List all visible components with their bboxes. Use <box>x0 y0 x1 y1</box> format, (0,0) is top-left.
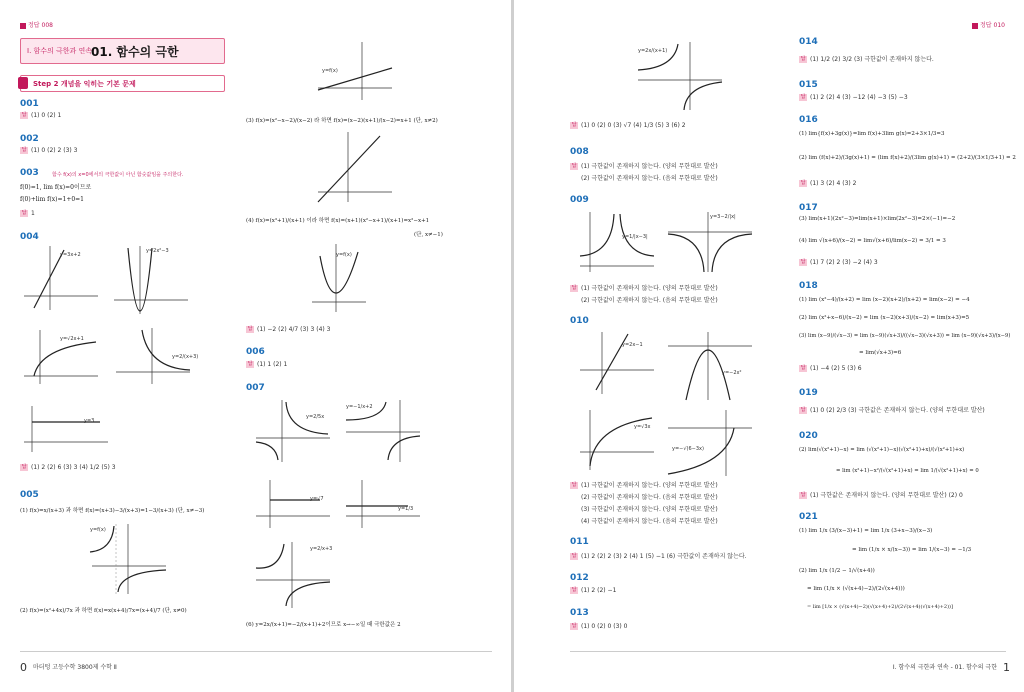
problem-number: 021 <box>799 512 818 522</box>
solution-line: (2) lim (x²+x−6)/(x−2) = lim (x−2)(x+3)/(x−2) = lim(x+3)=5 <box>799 315 970 321</box>
answer-badge-icon: 답 <box>800 492 806 498</box>
graph-col2-3 <box>314 130 394 204</box>
graph-label: y=√3x <box>634 424 651 430</box>
answer-line: 답 (1) −4 (2) 5 (3) 6 <box>800 365 862 372</box>
graph-label: y=2x−1 <box>622 342 643 348</box>
answer-line: 답 (1) 0 (2) 2/3 (3) 극한값은 존재하지 않는다. (양의 무한대로 발산) <box>800 407 985 414</box>
solution-line: (2) lim (f(x)+2)/(3g(x)+1) = (lim f(x)+2)/(3lim g(x)+1) = (2+2)/(3×1/3+1) = 2 <box>799 155 1016 161</box>
answer-badge-icon: 답 <box>571 482 577 488</box>
answer-line: 답 (1) 0 (2) 2 (3) 3 <box>21 147 78 154</box>
answer-badge-icon: 답 <box>247 361 253 367</box>
problem-number: 020 <box>799 431 818 441</box>
answer-line: 답 (1) −2 (2) 4/7 (3) 3 (4) 3 <box>247 326 331 333</box>
graph-010-1 <box>576 330 656 396</box>
solution-line: (1) lim (x²−4)/(x+2) = lim (x−2)(x+2)/(x+2) = lim(x−2) = −4 <box>799 297 970 303</box>
graph-010-3 <box>576 408 656 472</box>
answer-badge-icon: 답 <box>800 365 806 371</box>
graph-label: y=f(x) <box>90 527 106 533</box>
answer-line: (2) 극한값이 존재하지 않는다. (음의 무한대로 발산) <box>581 175 718 182</box>
problem-number: 012 <box>570 573 589 583</box>
solution-line: (단, x≠−1) <box>414 232 443 238</box>
problem-number: 007 <box>246 383 265 393</box>
solution-line: = lim [1/x × (√(x+4)−2)(√(x+4)+2)/(2√(x+4)(√(x+4)+2))] <box>807 604 953 610</box>
answer-line: 답 (1) 극한값이 존재하지 않는다. (양의 무한대로 발산) <box>571 163 718 170</box>
graph-label: y=√7 <box>310 496 324 502</box>
problem-number: 011 <box>570 537 589 547</box>
solution-line: = lim (1/x × x/(x−3)) = lim 1/(x−3) = −1/3 <box>852 547 972 553</box>
graph-005-1 <box>88 522 168 596</box>
graph-label: y=f(x) <box>322 68 338 74</box>
answer-badge-icon: 답 <box>800 407 806 413</box>
graph-label: y=2x/(x+1) <box>638 48 668 54</box>
solution-line: (2) lim 1/x (1/2 − 1/√(x+4)) <box>799 568 875 574</box>
answer-line: 답 (1) 2 (2) 2 (3) 2 (4) 1 (5) −1 (6) 극한값이 존재하지 않는다. <box>571 553 747 560</box>
answer-line: 답 (1) 1/2 (2) 3/2 (3) 극한값이 존재하지 않는다. <box>800 56 934 63</box>
chapter-subtitle: Ⅰ. 함수의 극한과 연속 <box>27 47 93 55</box>
page-footer: Ⅰ. 함수의 극한과 연속 - 01. 함수의 극한 1 <box>892 661 1010 674</box>
graph-007-3 <box>252 478 332 530</box>
step-label: Step 2 개념을 익히는 기본 문제 <box>33 80 136 88</box>
page-tag: 정답 008 <box>20 20 53 29</box>
problem-number: 006 <box>246 347 265 357</box>
graph-label: y=3 <box>84 418 95 424</box>
solution-line: (2) f(x)=(x²+4x)/7x 과 하면 f(x)=x(x+4)/7x=(x+4)/7 (단, x≠0) <box>20 608 187 614</box>
solution-line: (1) lim 1/x (3/(x−3)+1) = lim 1/x (3+x−3)/(x−3) <box>799 528 933 534</box>
answer-line: (3) 극한값이 존재하지 않는다. (양의 무한대로 발산) <box>581 506 718 513</box>
problem-number: 004 <box>20 232 39 242</box>
problem-number: 003 <box>20 168 39 178</box>
solution-line: (3) lim(x+1)(2x²−3)=lim(x+1)×lim(2x²−3)=2×(−1)=−2 <box>799 216 956 222</box>
page-tag: 정답 010 <box>972 20 1005 29</box>
graph-label: y=f(x) <box>336 252 352 258</box>
solution-line: (6) y=2x/(x+1)=−2/(x+1)+2이므로 x→−∞일 때 극한값은 2 <box>246 622 401 628</box>
solution-line: (1) lim{f(x)+3g(x)}=lim f(x)+3lim g(x)=2+3×1/3=3 <box>799 131 945 137</box>
graph-004-5 <box>20 404 110 454</box>
answer-badge-icon: 답 <box>800 56 806 62</box>
answer-line: 답 1 <box>21 210 35 217</box>
answer-line: (4) 극한값이 존재하지 않는다. (음의 무한대로 발산) <box>581 518 718 525</box>
solution-line: (4) lim √(x+6)/(x−2) = lim√(x+6)/lim(x−2) = 3/1 = 3 <box>799 238 946 244</box>
answer-badge-icon: 답 <box>571 163 577 169</box>
solution-line: = lim(√x+3)=6 <box>859 350 902 356</box>
solution-line: (2) lim(√(x²+1)−x) = lim (√(x²+1)−x)(√(x²+1)+x)/(√(x²+1)+x) <box>799 447 965 453</box>
answer-line: 답 (1) 극한값은 존재하지 않는다. (양의 무한대로 발산) (2) 0 <box>800 492 963 499</box>
solution-line: (1) f(x)=x/(x+3) 과 하면 f(x)=(x+3)−3/(x+3)=1−3/(x+3) (단, x≠−3) <box>20 508 205 514</box>
problem-number: 005 <box>20 490 39 500</box>
graph-010-4 <box>664 408 754 478</box>
solution-line: (3) lim (x−9)/(√x−3) = lim (x−9)(√x+3)/((√x−3)(√x+3)) = lim (x−9)(√x+3)/(x−9) <box>799 333 1011 339</box>
answer-line: 답 (1) 1 (2) 1 <box>247 361 288 368</box>
problem-number: 009 <box>570 195 589 205</box>
answer-line: 답 (1) 2 (2) 4 (3) −12 (4) −3 (5) −3 <box>800 94 908 101</box>
answer-badge-icon: 답 <box>21 210 27 216</box>
solution-line: f(0)=1, lim f(x)=0이므로 <box>20 184 92 191</box>
solution-line: f(0)+lim f(x)=1+0=1 <box>20 196 85 203</box>
graph-label: y=√2x+1 <box>60 336 84 342</box>
answer-badge-icon: 답 <box>571 122 577 128</box>
graph-label: y=−2x² <box>722 370 742 376</box>
graph-label: y=1/3 <box>398 506 414 512</box>
answer-badge-icon: 답 <box>21 147 27 153</box>
solution-line: = lim (x²+1)−x²/(√(x²+1)+x) = lim 1/(√(x²+1)+x) = 0 <box>836 468 979 474</box>
graph-009-2 <box>664 210 754 274</box>
problem-number: 010 <box>570 316 589 326</box>
graph-label: y=2/(x+3) <box>172 354 199 360</box>
graph-label: y=−1/x+2 <box>346 404 373 410</box>
graph-label: y=2x²−3 <box>146 248 169 254</box>
graph-label: y=1/|x−3| <box>622 234 648 240</box>
graph-007-1 <box>252 398 332 464</box>
problem-number: 016 <box>799 115 818 125</box>
answer-badge-icon: 답 <box>247 326 253 332</box>
problem-number: 017 <box>799 203 818 213</box>
problem-number: 014 <box>799 37 818 47</box>
answer-badge-icon: 답 <box>800 259 806 265</box>
answer-line: 답 (1) 극한값이 존재하지 않는다. (양의 무한대로 발산) <box>571 285 718 292</box>
answer-line: 답 (1) 0 (2) 0 (3) √7 (4) 1/3 (5) 3 (6) 2 <box>571 122 686 129</box>
answer-badge-icon: 답 <box>800 180 806 186</box>
page-footer: 0 마더텅 고등수학 3800제 수학 Ⅱ <box>20 661 117 674</box>
graph-label: y=2/x+3 <box>310 546 333 552</box>
hint-note: 함수 f(x)의 x=0에서의 극한값이 아닌 함숫값임을 주의한다. <box>52 172 184 178</box>
problem-number: 018 <box>799 281 818 291</box>
answer-line: (2) 극한값이 존재하지 않는다. (음의 무한대로 발산) <box>581 494 718 501</box>
problem-number: 002 <box>20 134 39 144</box>
chapter-title: 01. 함수의 극한 <box>91 45 179 59</box>
answer-badge-icon: 답 <box>571 285 577 291</box>
answer-badge-icon: 답 <box>800 94 806 100</box>
footer-divider <box>570 651 1006 652</box>
answer-line: 답 (1) 0 (2) 1 <box>21 112 62 119</box>
graph-label: y=−√(6−3x) <box>672 446 704 452</box>
solution-line: (4) f(x)=(x³+1)/(x+1) 이라 하면 f(x)=(x+1)(x²−x+1)/(x+1)=x²−x+1 <box>246 218 430 224</box>
answer-line: 답 (1) 7 (2) 2 (3) −2 (4) 3 <box>800 259 878 266</box>
problem-number: 019 <box>799 388 818 398</box>
answer-line: 답 (1) 3 (2) 4 (3) 2 <box>800 180 857 187</box>
graph-label: y=2/5x <box>306 414 325 420</box>
answer-line: (2) 극한값이 존재하지 않는다. (음의 무한대로 발산) <box>581 297 718 304</box>
right-page <box>514 0 1024 692</box>
footer-divider <box>20 651 492 652</box>
problem-number: 001 <box>20 99 39 109</box>
answer-badge-icon: 답 <box>21 464 27 470</box>
problem-number: 013 <box>570 608 589 618</box>
answer-line: 답 (1) 0 (2) 0 (3) 0 <box>571 623 628 630</box>
step-icon <box>18 77 28 89</box>
problem-number: 008 <box>570 147 589 157</box>
graph-004-2 <box>110 244 190 316</box>
answer-line: 답 (1) 2 (2) 6 (3) 3 (4) 1/2 (5) 3 <box>21 464 116 471</box>
graph-010-2 <box>664 330 754 402</box>
step-heading <box>20 75 225 92</box>
graph-007-4 <box>342 478 422 530</box>
chapter-heading <box>20 38 225 64</box>
problem-number: 015 <box>799 80 818 90</box>
graph-009-1 <box>576 210 656 274</box>
answer-badge-icon: 답 <box>21 112 27 118</box>
solution-line: = lim (1/x × (√(x+4)−2)/(2√(x+4))) <box>807 586 905 592</box>
answer-badge-icon: 답 <box>571 623 577 629</box>
answer-line: 답 (1) 2 (2) −1 <box>571 587 617 594</box>
answer-badge-icon: 답 <box>571 587 577 593</box>
graph-label: y=3x+2 <box>60 252 81 258</box>
answer-badge-icon: 답 <box>571 553 577 559</box>
answer-line: 답 (1) 극한값이 존재하지 않는다. (양의 무한대로 발산) <box>571 482 718 489</box>
graph-label: y=3−2/|x| <box>710 214 736 220</box>
solution-line: (3) f(x)=(x²−x−2)/(x−2) 라 하면 f(x)=(x−2)(x+1)/(x−2)=x+1 (단, x≠2) <box>246 118 438 124</box>
